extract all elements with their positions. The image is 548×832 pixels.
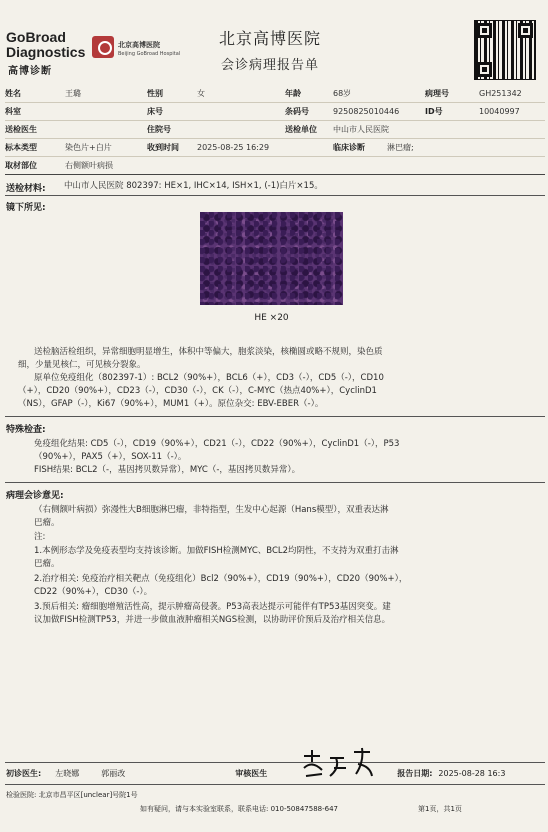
footer-signatures [6,768,505,779]
name-label: 姓名 [5,88,21,98]
referring-unit-label: 送检单位 [285,125,317,134]
footer-page [418,804,462,814]
microscopy-line: 送检脑活检组织，异常细胞明显增生，体积中等偏大，胞浆淡染，核椭圆或略不规则，染色质 [34,347,383,357]
microscopy-line: 原单位免疫组化（802397-1）: BCL2（90%+），BCL6（+），CD3（-），CD5（-），CD10 [34,373,384,383]
material-label: 送检材料: [6,184,46,194]
received-label: 收到时间 [147,143,179,152]
reviewer-signature [300,746,380,782]
divider [5,762,545,763]
contact-notice: 如有疑问，请与本实验室联系，联系电话: 010-50847588-647 [140,805,338,813]
age-label: 年龄 [285,88,301,98]
microscopy-image [200,212,343,305]
opinion-line: CD22（90%+），CD30（-）。 [34,587,153,597]
opinion-line: 巴瘤。 [34,559,60,569]
special-line: （90%+），PAX5（+），SOX-11（-）。 [34,452,187,462]
patient-age: 68岁 [333,88,352,98]
hospital-name-en: Beijing GoBroad Hospital [118,51,181,57]
hospital-name-cn: 北京高博医院 [118,41,160,49]
pathology-no-label: 病理号 [425,88,449,98]
opinion-line: 3.预后相关: 瘤细胞增殖活性高，提示肿瘤高侵袭。P53高表达提示可能伴有TP53基因突变。建 [34,602,391,612]
logo-cn: 高博诊断 [8,66,52,77]
info-row [5,138,545,156]
microscopy-caption: HE ×20 [254,313,289,323]
pathology-no: GH251342 [479,88,522,98]
page-number: 第1页，共1页 [418,805,462,813]
opinion-line: 1.本例形态学及免疫表型均支持该诊断。加做FISH检测MYC、BCL2均阴性，不支持为双重打击淋 [34,546,399,556]
qr-finder [518,23,533,38]
received-time: 2025-08-25 16:29 [197,143,270,152]
report-date: 2025-08-28 16:3 [438,769,506,778]
initial-doctor-2: 郭丽改 [101,769,126,778]
initial-doctor-1: 左晓娜 [55,769,80,778]
patient-info-table [5,84,545,175]
specimen-type: 染色片+白片 [65,143,112,152]
special-line: FISH结果: BCL2（-，基因拷贝数异常），MYC（-，基因拷贝数异常）。 [34,465,301,475]
info-row [5,120,545,138]
info-row [5,156,545,174]
initial-doctor-label: 初诊医生: [6,769,42,778]
specimen-type-label: 标本类型 [5,143,37,152]
opinion-line: 2.治疗相关: 免疫治疗相关靶点（免疫组化）Bcl2（90%+），CD19（90%+），CD20（90%+）， [34,574,408,584]
gobroad-logo [6,30,85,60]
microscopy-line: 细，少量见核仁，可见核分裂象。 [18,360,146,370]
opinion-label: 病理会诊意见: [6,491,64,501]
info-row [5,102,545,120]
divider [5,784,545,785]
qr-finder [477,62,492,77]
special-line: 免疫组化结果: CD5（-），CD19（90%+），CD21（-），CD22（90%+），CyclinD1（-），P53 [34,439,400,449]
specimen-site: 右侧额叶病损 [65,161,113,170]
reviewer-label: 审核医生 [235,769,268,778]
report-title: 北京高博医院 [218,29,321,48]
site-label: 取材部位 [5,161,37,170]
microscopy-label: 镜下所见: [6,203,46,213]
footer-info [6,790,138,800]
opinion-line: 巴瘤。 [34,518,60,528]
barcode-label: 条码号 [285,107,309,116]
special-label: 特殊检查: [6,425,46,435]
gender-label: 性别 [147,88,163,98]
microscopy-line: （+），CD20（90%+），CD23（-），CD30（-），CK（-），C-MYC（热点40%+），CyclinD1 [18,386,377,396]
clinical-dx: 淋巴瘤; [387,143,414,152]
logo-line2: Diagnostics [6,44,86,60]
report-date-label: 报告日期: [397,769,433,778]
qr-code-icon [474,20,536,80]
material-text: 中山市人民医院 802397: HE×1, IHC×14, ISH×1, (-1)白片×15。 [64,181,323,191]
id-label: ID号 [425,107,443,116]
lab-address: 检验医院: 北京市昌平区[unclear]号院1号 [6,791,138,799]
opinion-line: （右侧额叶病损）弥漫性大B细胞淋巴瘤，非特指型，生发中心起源（Hans模型），双重表达淋 [34,505,389,515]
microscopy-line: （NS），GFAP（-），Ki67（90%+），MUM1（+）。原位杂交: EBV-EBER（-）。 [18,399,324,409]
opinion-line: 议加做FISH检测TP53，并进一步做血液肿瘤相关NGS检测，以协助评价预后及治疗相关信息。 [34,615,391,625]
divider [5,482,545,483]
referring-unit: 中山市人民医院 [333,125,389,134]
patient-gender: 女 [197,88,205,98]
patient-name: 王璐 [65,88,81,98]
opinion-note: 注: [34,532,46,542]
barcode: 9250825010446 [333,107,400,116]
qr-finder [477,23,492,38]
hospital-emblem-icon [92,36,114,58]
divider [5,416,545,417]
bed-label: 床号 [147,107,163,116]
divider [5,195,545,196]
info-row [5,84,545,102]
clinical-dx-label: 临床诊断 [333,143,365,152]
footer-notice [140,804,338,814]
report-subtitle: 会诊病理报告单 [220,58,319,73]
department-label: 科室 [5,107,21,116]
inpatient-label: 住院号 [147,125,171,134]
patient-id: 10040997 [479,107,520,116]
logo-line1: GoBroad [6,29,66,45]
referring-doctor-label: 送检医生 [5,125,37,134]
